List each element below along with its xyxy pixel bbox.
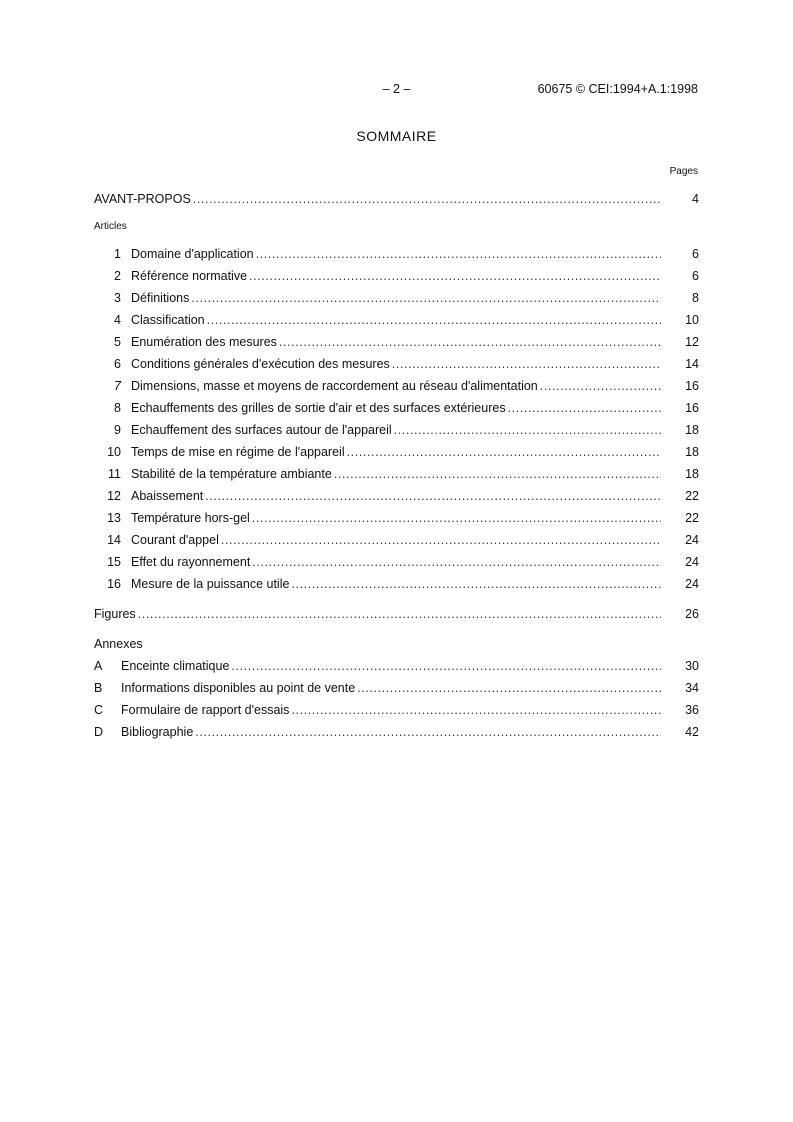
toc-entry-page: 34 [685,681,699,695]
toc-entry-label: Effet du rayonnement [131,555,251,569]
toc-entry-label: Mesure de la puissance utile [131,577,290,591]
toc-entry-article[interactable] [94,287,699,309]
toc-entry-label: Conditions générales d'exécution des mesures [131,357,390,371]
article-number: 14 [107,533,121,547]
toc-foreword [94,188,699,210]
toc-entry-page: 42 [685,725,699,739]
toc-figures [94,603,699,625]
article-number: 12 [107,489,121,503]
article-number: 8 [114,401,121,415]
toc-entry-article[interactable] [94,441,699,463]
toc-entry-page: 12 [685,335,699,349]
toc-entry-label: Abaissement [131,489,204,503]
toc-entry-page: 8 [692,291,699,305]
toc-entry-label: Classification [131,313,205,327]
toc-entry-label: Température hors-gel [131,511,250,525]
toc-entry-label: Définitions [131,291,190,305]
dot-leader [357,677,661,699]
toc-entry-annex[interactable] [94,677,699,699]
toc-entry-article[interactable] [94,573,699,595]
annex-letter: A [94,659,103,673]
dot-leader [193,188,661,210]
toc-entry-label: Temps de mise en régime de l'appareil [131,445,345,459]
article-number: 11 [108,467,121,481]
toc-title: SOMMAIRE [356,128,437,144]
dot-leader [138,603,661,625]
dot-leader [392,353,661,375]
toc-entry-label: Formulaire de rapport d'essais [121,703,290,717]
dot-leader [231,655,661,677]
toc-entry-page: 10 [685,313,699,327]
toc-entry-article[interactable] [94,331,699,353]
dot-leader [279,331,661,353]
toc-entry-label: Echauffements des grilles de sortie d'air et des surfaces extérieures [131,401,506,415]
toc-entry-page: 26 [685,607,699,621]
dot-leader [207,309,661,331]
annexes-label: Annexes [94,637,143,651]
toc-entry-page: 24 [685,577,699,591]
annex-letter: D [94,725,104,739]
article-number: 13 [107,511,121,525]
article-number: 3 [114,291,121,305]
toc-entry-article[interactable] [94,463,699,485]
toc-entry-label: Référence normative [131,269,248,283]
toc-entry-page: 14 [685,357,699,371]
toc-entry-article[interactable] [94,397,699,419]
toc-annexes-list [94,655,699,743]
article-number: 5 [114,335,121,349]
toc-entry-page: 6 [692,247,699,261]
toc-entry-article[interactable] [94,485,699,507]
toc-entry-page: 4 [692,192,699,206]
toc-entry-article[interactable] [94,419,699,441]
toc-entry-page: 36 [685,703,699,717]
dot-leader [252,507,661,529]
annex-letter: B [94,681,103,695]
toc-entry-page: 24 [685,555,699,569]
annex-letter: C [94,703,104,717]
toc-entry-page: 16 [685,401,699,415]
dot-leader [334,463,661,485]
toc-entry-page: 18 [685,445,699,459]
toc-entry-label: Enceinte climatique [121,659,230,673]
toc-entry-label: Echauffement des surfaces autour de l'appareil [131,423,392,437]
dot-leader [191,287,661,309]
toc-entry-annex[interactable] [94,699,699,721]
article-number: 10 [107,445,121,459]
article-number: 15 [107,555,121,569]
dot-leader [205,485,661,507]
toc-entry-article[interactable] [94,507,699,529]
toc-entry-article[interactable] [94,309,699,331]
dot-leader [256,243,661,265]
toc-entry-article[interactable] [94,375,699,397]
toc-entry-label: Courant d'appel [131,533,219,547]
toc-entry-page: 22 [685,511,699,525]
toc-entry-page: 18 [685,467,699,481]
article-number: 2 [114,269,121,283]
dot-leader [252,551,661,573]
article-number: 1 [114,247,121,261]
toc-entry-label: Dimensions, masse et moyens de raccordement au réseau d'alimentation [131,379,538,393]
toc-entry-label: Domaine d'application [131,247,254,261]
article-number: 7 [114,379,121,393]
dot-leader [221,529,661,551]
pages-column-label: Pages [669,166,698,177]
toc-entry-label: Informations disponibles au point de vente [121,681,356,695]
dot-leader [394,419,661,441]
toc-entry-page: 6 [692,269,699,283]
toc-entry-article[interactable] [94,243,699,265]
page-number: – 2 – [382,82,411,96]
toc-entry-label: AVANT-PROPOS [94,192,191,206]
dot-leader [249,265,661,287]
toc-entry-label: Enumération des mesures [131,335,277,349]
article-number: 4 [114,313,121,327]
toc-entry-page: 22 [685,489,699,503]
toc-entry-avant-propos[interactable] [94,188,699,210]
article-number: 16 [107,577,121,591]
dot-leader [195,721,661,743]
toc-entry-annex[interactable] [94,655,699,677]
toc-entry-label: Stabilité de la température ambiante [131,467,332,481]
dot-leader [508,397,661,419]
article-number: 9 [114,423,121,437]
dot-leader [540,375,661,397]
toc-entry-article[interactable] [94,265,699,287]
toc-entry-article[interactable] [94,353,699,375]
standard-reference: 60675 © CEI:1994+A.1:1998 [537,82,698,96]
toc-entry-article[interactable] [94,551,699,573]
toc-articles-list [94,243,699,595]
dot-leader [347,441,661,463]
toc-entry-figures[interactable] [94,603,699,625]
articles-label: Articles [94,221,127,232]
toc-entry-page: 30 [685,659,699,673]
toc-entry-label: Figures [94,607,136,621]
article-number: 6 [114,357,121,371]
toc-entry-page: 16 [685,379,699,393]
dot-leader [291,699,661,721]
dot-leader [291,573,661,595]
toc-entry-label: Bibliographie [121,725,194,739]
toc-entry-page: 18 [685,423,699,437]
toc-entry-page: 24 [685,533,699,547]
toc-entry-article[interactable] [94,529,699,551]
toc-entry-annex[interactable] [94,721,699,743]
